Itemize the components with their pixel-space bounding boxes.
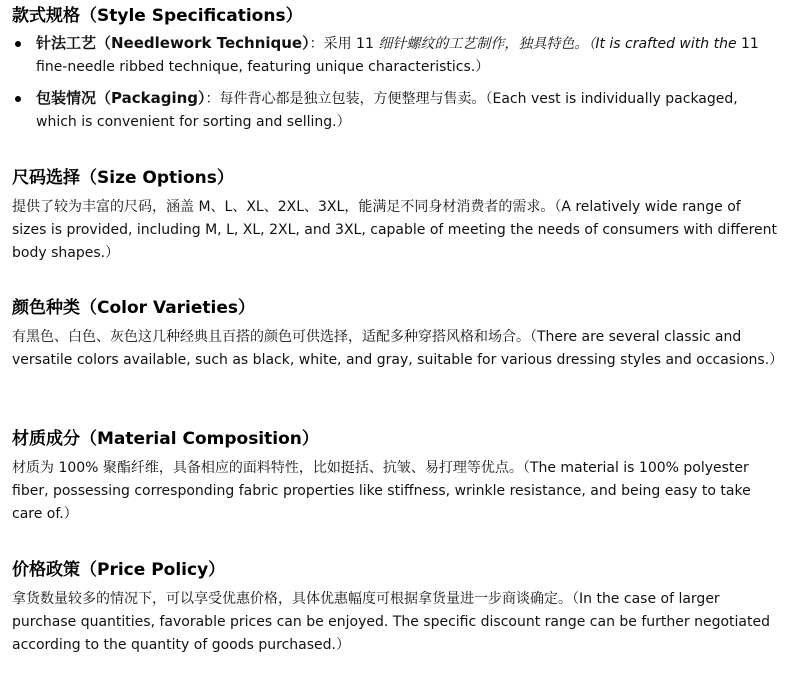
bullet-separator: ： [205, 91, 220, 107]
list-item [12, 87, 778, 134]
bullet-term: 针法工艺（Needlework Technique） [36, 34, 310, 52]
section-heading: 款式规格（Style Specifications） [12, 6, 303, 26]
section-paragraph: 提供了较为丰富的尺码，涵盖 M、L、XL、2XL、3XL，能满足不同身材消费者的需求。（A relatively wide range of sizes is provided, including M, L, XL, 2XL, and 3XL, capable of meeting the needs of consumers with different body shapes.） [12, 199, 777, 261]
bullet-separator: ： [309, 36, 324, 52]
section-paragraph: 拿货数量较多的情况下，可以享受优惠价格，具体优惠幅度可根据拿货量进一步商谈确定。（In the case of larger purchase quantities, favorable prices can be enjoyed. The specific discount range can be further negotiated according to the quantity of goods purchased.） [12, 591, 770, 653]
section-price-policy [12, 558, 778, 657]
section-color-varieties [12, 296, 784, 372]
bullet-term: 包装情况（Packaging） [36, 89, 206, 107]
section-heading: 尺码选择（Size Options） [12, 168, 234, 188]
section-heading: 价格政策（Price Policy） [12, 560, 226, 580]
bullet-text-rest: 11 fine-needle ribbed technique, featuring unique characteristics.） [36, 36, 759, 75]
section-paragraph: 有黑色、白色、灰色这几种经典且百搭的颜色可供选择，适配多种穿搭风格和场合。（There are several classic and versatile colors available, such as black, white, and gray, suitable for various dressing styles and occasions.） [12, 329, 784, 368]
section-paragraph: 材质为 100% 聚酯纤维，具备相应的面料特性，比如挺括、抗皱、易打理等优点。（The material is 100% polyester fiber, possessing corresponding fabric properties like stiffness, wrinkle resistance, and being easy to take care of.） [12, 460, 751, 522]
list-item [12, 32, 778, 79]
bullet-text: 采用 11 [323, 36, 379, 52]
bullet-list [12, 32, 778, 134]
section-size-options [12, 166, 778, 265]
section-heading: 材质成分（Material Composition） [12, 429, 319, 449]
bullet-icon [15, 96, 21, 102]
bullet-icon [15, 41, 21, 47]
bullet-text: 每件背心都是独立包装，方便整理与售卖。（Each vest is individually packaged, which is convenient for sorting and selling.） [36, 91, 738, 130]
section-style-specifications [12, 4, 778, 142]
section-material-composition [12, 427, 778, 526]
bullet-text-italic: 细针螺纹的工艺制作，独具特色。（It is crafted with the [378, 36, 737, 52]
section-heading: 颜色种类（Color Varieties） [12, 298, 256, 318]
